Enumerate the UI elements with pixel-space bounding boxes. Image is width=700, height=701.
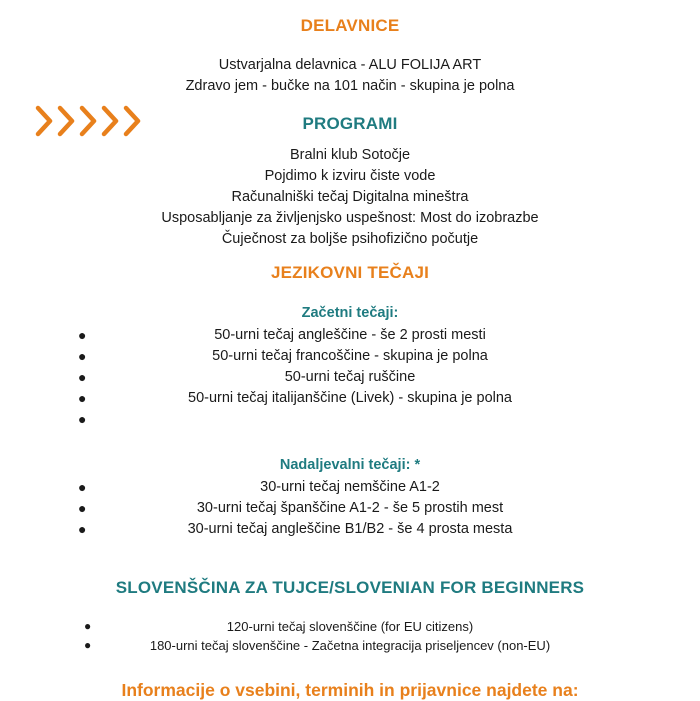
program-item: Računalniški tečaj Digitalna mineštra [231, 189, 469, 205]
bullet-icon: ● [78, 327, 87, 343]
bullet-icon: ● [78, 411, 87, 427]
bullet-icon: ● [78, 479, 87, 495]
course-label: 50-urni tečaj francoščine - skupina je polna [212, 348, 488, 364]
workshop-item: Ustvarjalna delavnica - ALU FOLIJA ART [218, 57, 482, 73]
course-label: 50-urni tečaj angleščine - še 2 prosti mesti [214, 327, 486, 343]
program-item: Usposabljanje za življenjsko uspešnost: Most do izobrazbe [161, 210, 539, 226]
program-item: Pojdimo k izviru čiste vode [264, 168, 436, 184]
bullet-icon: ● [84, 619, 92, 633]
section-title-delavnice: DELAVNICE [300, 16, 400, 35]
workshop-item: Zdravo jem - bučke na 101 način - skupina je polna [185, 78, 515, 94]
bullet-icon: ● [78, 369, 87, 385]
course-label: 180-urni tečaj slovenščine - Začetna integracija priseljencev (non-EU) [149, 638, 551, 653]
course-label: 30-urni tečaj španščine A1-2 - še 5 prostih mest [196, 500, 504, 516]
section-title-slovenscina: SLOVENŠČINA ZA TUJCE/SLOVENIAN FOR BEGINNERS [115, 578, 585, 597]
bullet-icon: ● [78, 521, 87, 537]
subsection-title-zacetni: Začetni tečaji: [301, 305, 399, 321]
program-item: Bralni klub Sotočje [289, 147, 411, 163]
program-item: Čuječnost za boljše psihofizično počutje [221, 231, 479, 247]
bullet-icon: ● [78, 500, 87, 516]
info-footer-text: Informacije o vsebini, terminih in prijavnice najdete na: [121, 680, 579, 700]
course-label: 120-urni tečaj slovenščine (for EU citizens) [226, 619, 474, 634]
section-title-jezikovni-tecaji: JEZIKOVNI TEČAJI [270, 263, 430, 282]
course-label: 30-urni tečaj nemščine A1-2 [260, 479, 440, 495]
section-title-programi: PROGRAMI [302, 114, 398, 133]
subsection-title-nadaljevalni: Nadaljevalni tečaji: * [279, 457, 421, 473]
bullet-icon: ● [78, 348, 87, 364]
course-label: 50-urni tečaj ruščine [284, 369, 416, 385]
bullet-icon: ● [78, 390, 87, 406]
course-label: 50-urni tečaj italijanščine (Livek) - skupina je polna [188, 390, 512, 406]
course-label: 30-urni tečaj angleščine B1/B2 - še 4 prosta mesta [187, 521, 513, 537]
bullet-icon: ● [84, 638, 92, 652]
